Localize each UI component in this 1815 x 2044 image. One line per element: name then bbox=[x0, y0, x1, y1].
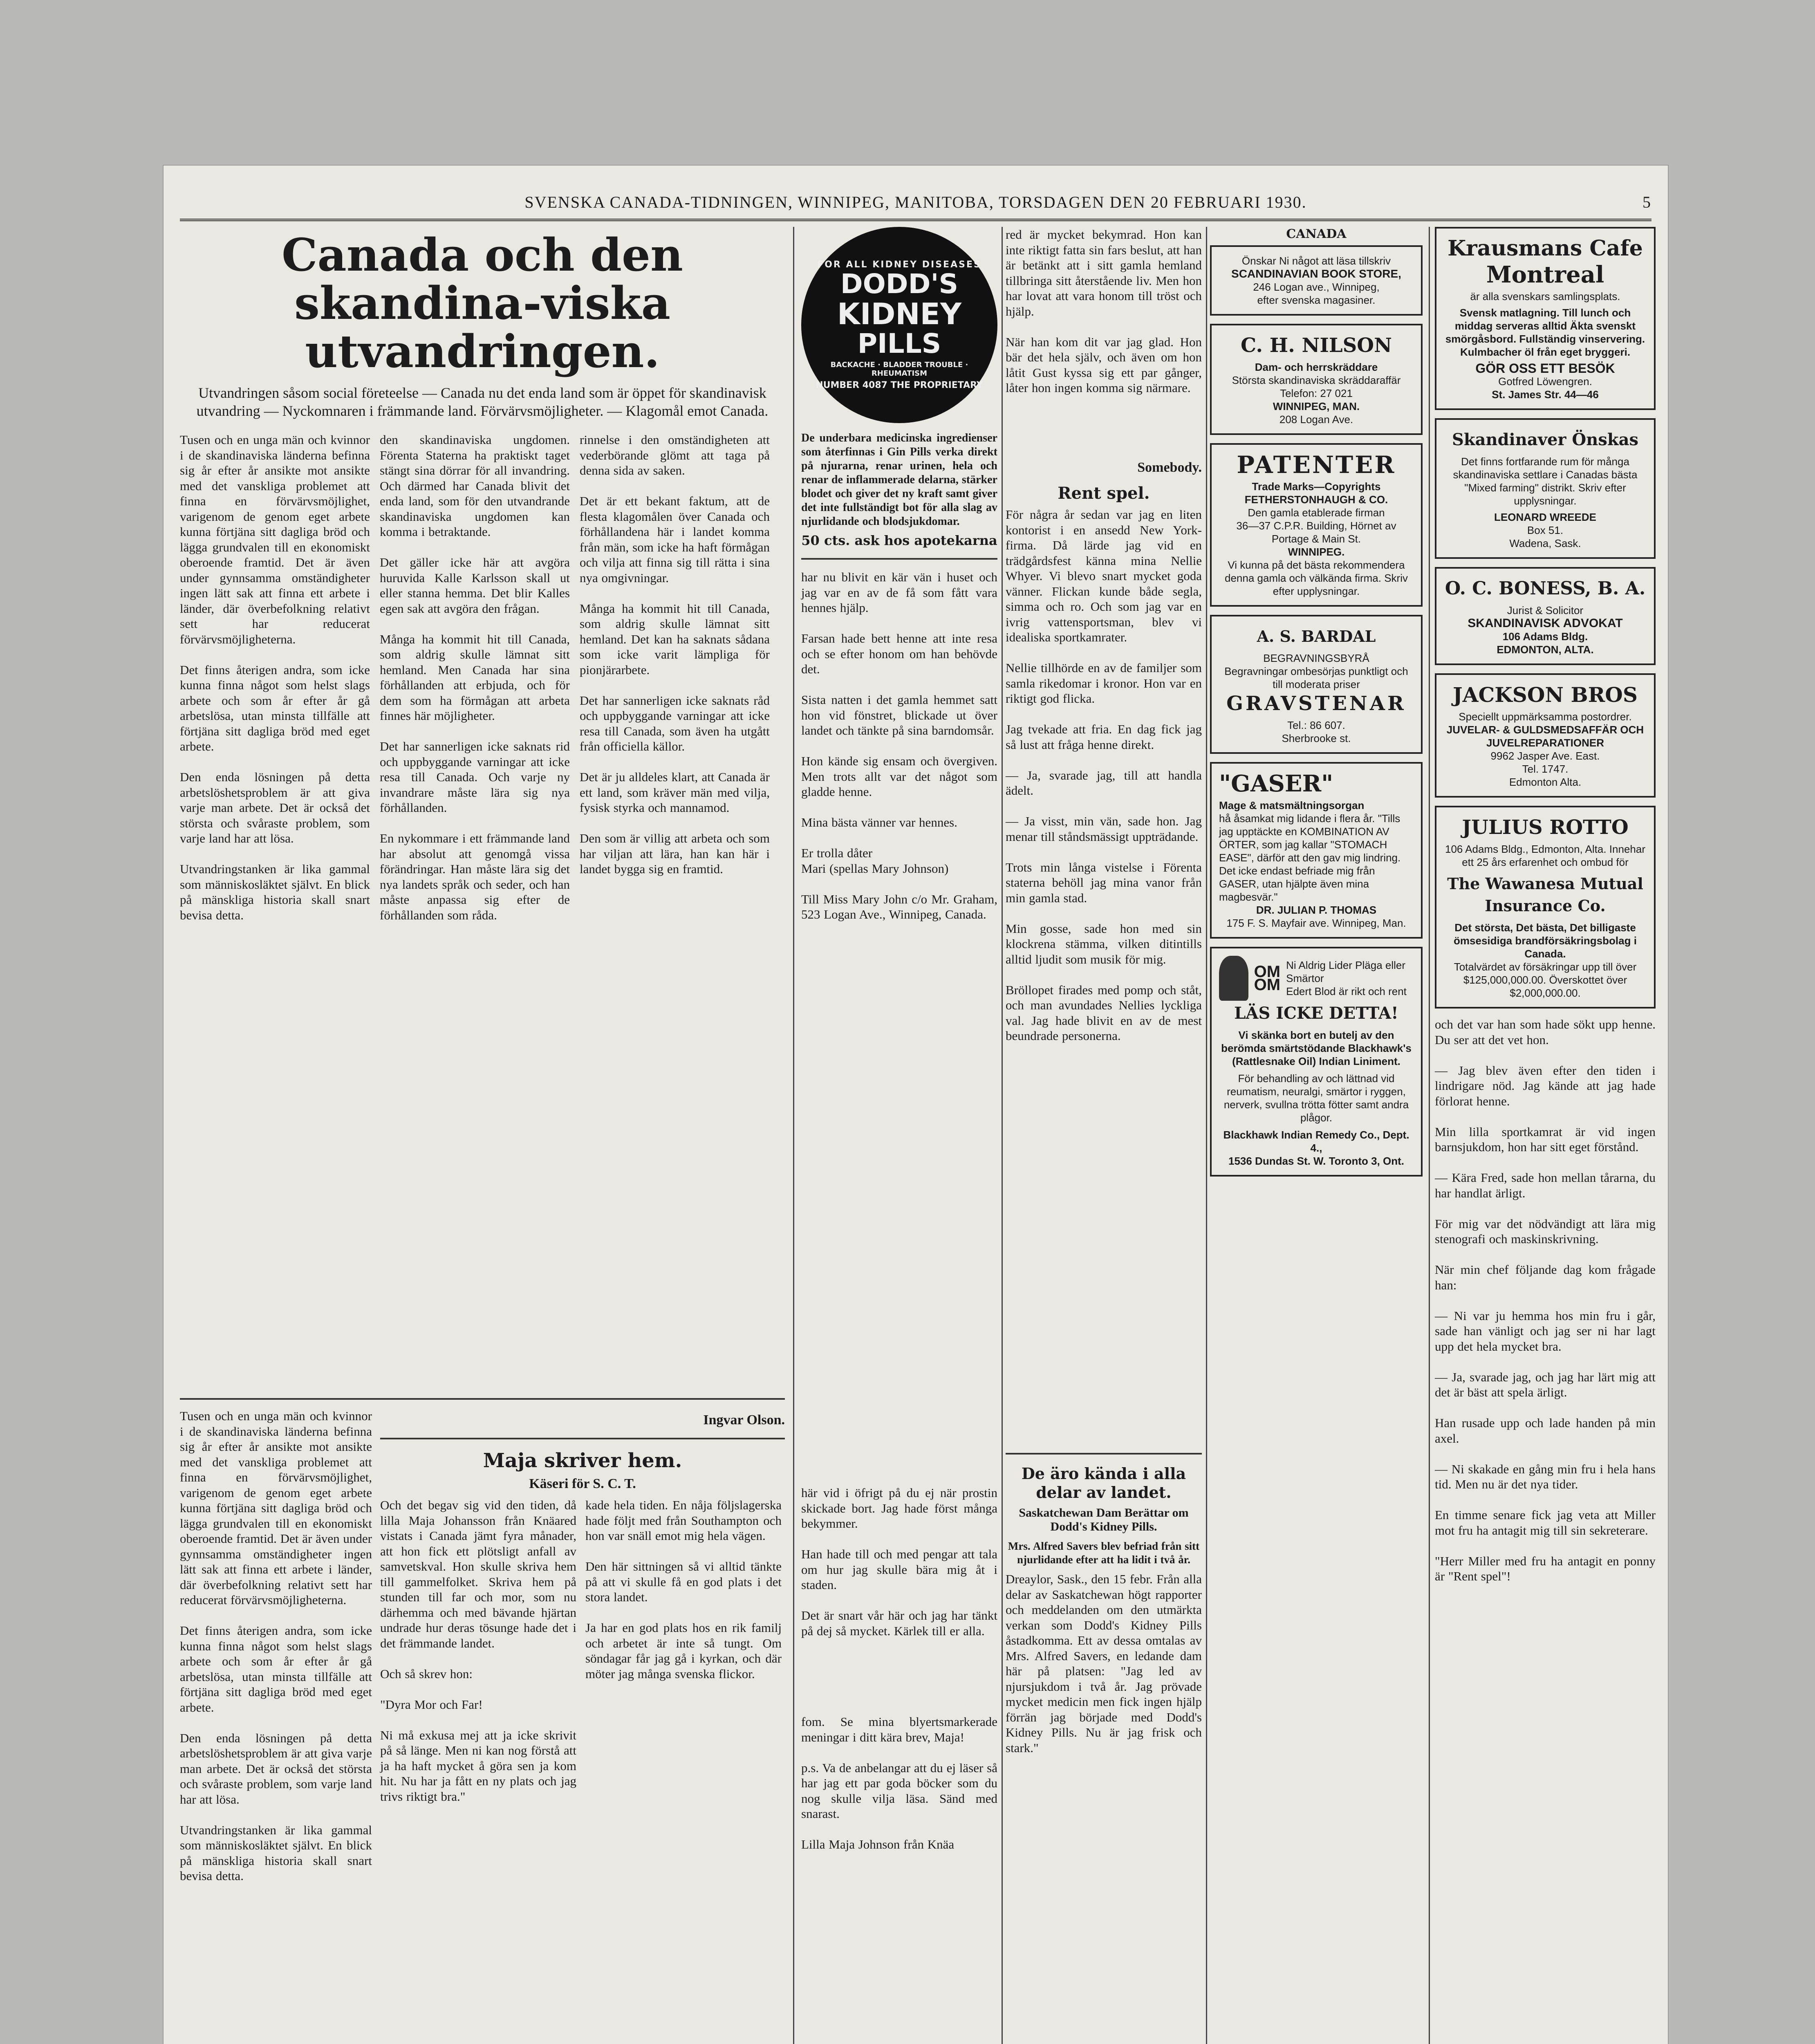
pill-ad-text: De underbara medicinska ingredienser som återfinnas i Gin Pills verka direkt på njurarna, renar urinen, hela och renar de inflammerade delarna, stärker blodet och giver det ny kraft samt giver det inte fullständigt bot för alla slag av njurlidande och blodsjukdomar. bbox=[801, 432, 1001, 528]
masthead-text: SVENSKA CANADA-TIDNINGEN, WINNIPEG, MANITOBA, TORSDAGEN DEN 20 FEBRUARI 1930. bbox=[524, 193, 1307, 211]
jackson-desc: Speciellt uppmärksamma postordrer. bbox=[1459, 710, 1632, 723]
patenter-address: 36—37 C.P.R. Building, Hörnet av Portage & Main St. bbox=[1236, 520, 1396, 545]
divider bbox=[801, 558, 997, 560]
gaser-ad bbox=[1210, 762, 1423, 939]
bookstore-ad bbox=[1210, 245, 1423, 316]
jackson-tel: Tel. 1747. bbox=[1522, 763, 1569, 775]
dodds-pill-box-image bbox=[801, 227, 997, 423]
boness-name: O. C. BONESS, B. A. bbox=[1445, 578, 1646, 599]
gaser-text: hå åsamkat mig lidande i flera år. "Tills jag upptäckte en KOMBINATION AV ÖRTER, som jag kallar "STOMACH EASE", därför att den gav mig lindring. Det icke endast befriade mig från GASER, utan hjälpte även mina magbesvär." bbox=[1219, 812, 1401, 903]
nilson-phone: Telefon: 27 021 bbox=[1280, 387, 1353, 399]
pill-ring-text: FOR ALL KIDNEY DISEASES bbox=[817, 260, 981, 270]
rotto-text3: Totalvärdet av försäkringar upp till över $125,000,000.00. Överskottet över $2,000,000.00. bbox=[1454, 961, 1637, 999]
pill-number: NUMBER 4087 THE PROPRIETARY bbox=[816, 380, 983, 390]
pill-slogan: BACKACHE · BLADDER TROUBLE · RHEUMATISM bbox=[830, 361, 968, 378]
testimonial-lead: Mrs. Alfred Savers blev befriad från sitt njurlidande efter att ha lidit i två år. bbox=[1008, 1540, 1203, 1566]
column-5 bbox=[1006, 227, 1206, 2044]
indian-head-icon bbox=[1219, 956, 1248, 1001]
story-continued: och det var han som hade sökt upp henne. Du ser att det vet hon. — Jag blev även efter den tiden i lindrigare nöd. Jag kände att jag hade förlorat henne. Min lilla sportkamrat är vid ingen barnsjukdom, hon har sitt eget förstånd. — Kära Fred, sade hon mellan tårarna, du har handlat ärligt. För mig var det nödvändigt att lära mig stenografi och maskinskrivning. När min chef följande dag kom frågade han: — Ni var ju hemma hos min fru i går, sade han vänligt och jag ser ni har lagt upp det hela mycket bra. — Ja, svarade jag, och jag har lärt mig att det är bäst att spela ärligt. Han rusade upp och lade handen på min axel. — Ni skakade en gång min fru i hela hans tid. Men nu är det nya tider. En timme senare fick jag veta att Miller mot fru ha antagit mig till sin sekreterare. "Herr Miller med fru ha antagit en ponny är "Rent spel"! bbox=[1435, 1017, 1656, 1583]
bookstore-name: SCANDINAVIAN BOOK STORE, bbox=[1231, 267, 1401, 280]
patenter-ad bbox=[1210, 443, 1423, 607]
article-column-3: rinnelse i den omständigheten att vederbörande glömt att taga på denna sida av saken. Det är ett bekant faktum, att de flesta klagomålen över Canada och förhållandena här i landet komma från män, som icke ha haft förmågan och vilja att finna sig till rätta i sina nya omgivningar. Många ha kommit hit till Canada, som aldrig skulle lämnat sitt hemland. Det kan ha saknats sådana som icke varit lämpliga för pionjärarbete. Det har sannerligen icke saknats råd och uppbyggande varningar att icke resa till Canada, som även ha utgått från officiella källor. Det är ju alldeles klart, att Canada är ett land, som kräver män med vilja, fysisk styrka och mannamod. Den som är villig att arbeta och som har viljan att lära, han kan här i landet bygga sig en framtid. bbox=[580, 433, 770, 876]
blackhawk-head2: OM bbox=[1254, 976, 1281, 994]
nilson-city: WINNIPEG, MAN. bbox=[1273, 400, 1360, 412]
testimonial-text: Dreaylor, Sask., den 15 febr. Från alla delar av Saskatchewan högt rapporter och meddelanden om den utmärkta verkan som Dodd's Kidney Pills åstadkomma. Ett av dessa omtalas av Mrs. Alfred Savers, en ledande dam här på platsen: "Jag led av njursjukdom i två år. Jag prövade mycket medicin men fick ingen hjälp förrän jag började med Dodd's Kidney Pills. Nu är jag frisk och stark." bbox=[1006, 1572, 1206, 1755]
rotto-ad bbox=[1435, 806, 1656, 1009]
maja-column-3: här vid i öfrigt på du ej när prostin skickade bort. Jag hade först många bekymmer. Han hade till och med pengar att tala om hur jag skulle bära mig åt i staden. Det är snart vår här och jag har tänkt på dej så mycket. Kärlek till er alla. bbox=[801, 1486, 997, 1638]
krausmans-name: Krausmans Cafe bbox=[1448, 236, 1643, 261]
krausmans-text: är alla svenskars samlingsplats. bbox=[1470, 290, 1620, 303]
article-column-2: den skandinaviska ungdomen. Förenta Staterna ha praktiskt taget stängt sina dörrar för all invandring. Och därmed har Canada blivit det enda land, som för den utvandrande skandinaviska ungdomen kan komma i betraktande. Det gäller icke här att avgöra huruvida Kalle Karlsson skall ut eller stanna hemma. Det blir Kalles egen sak att avgöra den frågan. Många ha kommit hit till Canada, som aldrig skulle lämnat sitt hemland. Men Canada har sina förhållanden att erbjuda, och för dem som ha förmågan att arbeta finnes här möjligheter. Det har sannerligen icke saknats rid och uppbyggande varningar att icke resa till Canada. Och varje ny invandrare måste lära sig nya förhållanden. En nykommare i ett främmande land har absolut att genomgå vissa förändringar. Han måste lära sig det nya landets språk och seder, och han måste anpassa sig efter de förhållanden som råda. bbox=[380, 433, 570, 922]
blackhawk-line2: Edert Blod är rikt och rent bbox=[1286, 985, 1407, 997]
column-7 bbox=[1435, 227, 1656, 2044]
maja-column-1: Och det begav sig vid den tiden, då lilla Maja Johansson från Knäared vistats i Canada jämt fyra månader, att hon fick ett plötsligt anfall av samvetskval. Hon skulle skriva hem till gammelfolket. Skriva hem på stunden till far och mor, som nu därhemma och med bävande hjärtan undrade hur deras tösunge hade det i det främmande landet. Och så skrev hon: "Dyra Mor och Far! Ni må exkusa mej att ja icke skrivit på så länge. Men ni kan nog förstå att ja ha haft mycket å göra sen ja kom hit. Nu har ja fått en ny plats och jag trivs riktigt bra." bbox=[380, 1498, 576, 1804]
onskas-name: LEONARD WREEDE bbox=[1494, 511, 1596, 523]
testimonial-subtitle: Saskatchewan Dam Berättar om Dodd's Kidney Pills. bbox=[1019, 1506, 1189, 1533]
patenter-sub: Trade Marks—Copyrights bbox=[1252, 480, 1381, 493]
boness-title: Jurist & Solicitor bbox=[1507, 604, 1584, 616]
serial-byline: Somebody. bbox=[1137, 460, 1202, 475]
column-rule bbox=[1002, 227, 1003, 2044]
bardal-name: A. S. BARDAL bbox=[1257, 627, 1376, 645]
column-6 bbox=[1210, 227, 1423, 2044]
jackson-ad bbox=[1435, 673, 1656, 798]
maja-story bbox=[380, 1408, 785, 2044]
patenter-city: WINNIPEG. bbox=[1288, 546, 1345, 558]
bardal-stones: GRAVSTENAR bbox=[1226, 692, 1406, 715]
blackhawk-call: LÄS ICKE DETTA! bbox=[1234, 1004, 1398, 1023]
boness-desc: SKANDINAVISK ADVOKAT bbox=[1468, 616, 1623, 630]
pill-brand-line1: DODD'S bbox=[840, 268, 959, 300]
onskas-ad bbox=[1435, 418, 1656, 559]
patenter-name: PATENTER bbox=[1237, 451, 1396, 479]
maja-title: Maja skriver hem. bbox=[483, 1449, 682, 1472]
nilson-ad bbox=[1210, 324, 1423, 435]
masthead bbox=[180, 190, 1651, 221]
rotto-company: The Wawanesa Mutual Insurance Co. bbox=[1447, 874, 1643, 915]
gaser-address: 175 F. S. Mayfair ave. Winnipeg, Man. bbox=[1226, 917, 1406, 929]
gaser-name: "GASER" bbox=[1219, 770, 1333, 797]
article-continuation bbox=[180, 1408, 372, 2044]
boness-city: EDMONTON, ALTA. bbox=[1497, 643, 1594, 656]
testimonial-title: De äro kända i alla delar av landet. bbox=[1021, 1464, 1186, 1502]
serial-column-a: För några år sedan var jag en liten kontorist i en ansedd New York-firma. Då lärde jag vid en trädgårdsfest känna mina Nellie Whyer. Vi blevo snart mycket goda vänner. Flickan kunde både segla, simma och ro. Och som jag var en ivrig vattensportsman, blev vi idealiska sportkamrater. Nellie tillhörde en av de familjer som samla rikedomar i kronor. Hon var en riktigt god flicka. Jag tvekade att fria. En dag fick jag så lust att fråga henne direkt. — Ja, svarade jag, till att handla ädelt. — Ja visst, min vän, sade hon. Jag menar till ståndsmässigt uppträdande. Trots min långa vistelse i Förenta staterna behöll jag mina vanor från min gamla stad. Min gosse, sade hon med sin klockrena stämma, vilken ditintills alltid ljudit som musik för mig. Bröllopet firades med pomp och ståt, och man avundades Nellies lyckliga val. Jag hade blivit en av de mest beundrade personerna. bbox=[1006, 507, 1202, 1043]
blackhawk-text2: För behandling av och lättnad vid reumatism, neuralgi, smärtor i ryggen, nerverk, svullna trötta fötter samt andra plågor. bbox=[1223, 1072, 1409, 1124]
rotto-text: 106 Adams Bldg., Edmonton, Alta. Innehar ett 25 års erfarenhet och ombud för bbox=[1445, 843, 1645, 868]
pill-brand-line3: PILLS bbox=[857, 328, 941, 359]
jackson-desc2: JUVELAR- & GULDSMEDSAFFÄR OCH JUVELREPARATIONER bbox=[1446, 724, 1644, 749]
krausmans-address: St. James Str. 44—46 bbox=[1492, 388, 1599, 401]
column-rule bbox=[1429, 227, 1430, 2044]
main-article bbox=[180, 227, 785, 1404]
jackson-address: 9962 Jasper Ave. East. bbox=[1490, 750, 1600, 762]
bookstore-note: efter svenska magasiner. bbox=[1257, 294, 1376, 306]
blackhawk-address: 1536 Dundas St. W. Toronto 3, Ont. bbox=[1228, 1155, 1404, 1167]
column-rule bbox=[1206, 227, 1207, 2044]
krausmans-call: GÖR OSS ETT BESÖK bbox=[1475, 361, 1615, 376]
maja-column-2: kade hela tiden. En nåja följslagerska hade följt med från Southampton och hon var snäll emot mig hela vägen. Den här sittningen så vi alltid tänkte på att vi skulle få en god plats i det stora landet. Ja har en god plats hos en rik familj och arbetet är inte så tungt. Om söndagar får jag gå i kyrkan, och där möter jag många svenska flickor. bbox=[585, 1498, 782, 1681]
article-subtitle: Utvandringen såsom social företeelse — Canada nu det enda land som är öppet för skandinavisk utvandring — Nyckomnaren i främmande land. Förvärvsmöjligheter. — Klagomål emot Canada. bbox=[196, 385, 769, 419]
serial-intro: red är mycket bekymrad. Hon kan inte riktigt fatta sin fars beslut, att han är betänkt att i sitt gamla hemland tillbringa sitt återstående liv. Men hon har lovat att vara honom till tröst och hjälp. När han kom dit var jag glad. Hon bär det hela själv, och även om hon låtit Gust kyssa sig ett par gånger, låter hon ingen komma sig närmare. bbox=[1006, 227, 1202, 395]
krausmans-ad bbox=[1435, 227, 1656, 410]
pill-price: 50 cts. ask hos apotekarna bbox=[801, 533, 997, 548]
serial-column-d: fom. Se mina blyertsmarkerade meningar i ditt kära brev, Maja! p.s. Va de anbelangar att du ej läser så har jag ett par goda böcker som du nog skulle vilja läsa. Sänd med snarast. Lilla Maja Johnson från Knäa bbox=[801, 1715, 997, 1851]
serial-column-b: har nu blivit en kär vän i huset och jag var en av de få som fått vara hennes hjälp. Farsan hade bett henne att inte resa och se efter honom om han behövde det. Sista natten i det gamla hemmet satt hon vid fönstret, blickade ut över landet och tänkte på sina barndomsår. Hon kände sig ensam och övergiven. Men trots allt var det något som gladde henne. Mina bästa vänner var hennes. Er trolla dåter Mari (spellas Mary Johnson) Till Miss Mary John c/o Mr. Graham, 523 Logan Ave., Winnipeg, Canada. bbox=[801, 570, 997, 921]
column-rule bbox=[793, 227, 794, 2044]
bardal-address: Sherbrooke st. bbox=[1282, 732, 1351, 744]
nilson-address: 208 Logan Ave. bbox=[1279, 413, 1353, 426]
boness-ad bbox=[1435, 567, 1656, 665]
patenter-desc: Den gamla etablerade firman bbox=[1248, 507, 1385, 519]
serial-title: Rent spel. bbox=[1058, 484, 1150, 503]
divider bbox=[380, 1438, 785, 1439]
nilson-desc: Dam- och herrskräddare bbox=[1255, 361, 1378, 373]
blackhawk-text: Vi skänka bort en butelj av den berömda smärtstödande Blackhawk's (Rattlesnake Oil) Indian Liniment. bbox=[1221, 1029, 1412, 1067]
gaser-sub: Mage & matsmältningsorgan bbox=[1219, 799, 1365, 811]
article-byline: Ingvar Olson. bbox=[703, 1412, 785, 1428]
divider bbox=[1006, 1453, 1202, 1455]
onskas-title: Skandinaver Önskas bbox=[1452, 430, 1639, 449]
krausmans-city: Montreal bbox=[1486, 261, 1604, 288]
onskas-text: Det finns fortfarande rum för många skandinaviska settlare i Canadas bästa "Mixed farming" distrikt. Skriv efter upplysningar. bbox=[1453, 455, 1638, 507]
blackhawk-company: Blackhawk Indian Remedy Co., Dept. 4., bbox=[1223, 1129, 1409, 1154]
article-column-1-continued: Tusen och en unga män och kvinnor i de skandinaviska länderna befinna sig år efter år ansikte mot ansikte med det vanskliga problemet att finna en förvärvsmöjlighet, varigenom de genom eget arbete kunna förtjäna sitt dagliga bröd och lägga grundvalen till en ekonomiskt oberoende framtid. Det är även under gynnsamma omständigheter ingen lätt sak att finna ett arbete i länder, där överbefolkning relativt sett har reducerat förvärvsmöjligheterna. Det finns återigen andra, som icke kunna finna något som helst slags arbete och som år efter år gå arbetslösa, utan minsta tillfälle att förtjäna sitt dagliga bröd med eget arbete. Den enda lösningen på detta arbetslöshetsproblem är att giva varje man arbete. Det är också det största och svåraste problem, som varje land har att lösa. Utvandringstanken är lika gammal som människosläktet självt. En blick på mänskliga historia skall snart bevisa detta. bbox=[180, 1409, 372, 1883]
bardal-tel: Tel.: 86 607. bbox=[1287, 719, 1345, 731]
bardal-text: Begravningar ombesörjas punktligt och till moderata priser bbox=[1224, 665, 1408, 690]
bookstore-address: 246 Logan ave., Winnipeg, bbox=[1253, 281, 1380, 293]
bardal-ad bbox=[1210, 615, 1423, 754]
newspaper-page bbox=[164, 166, 1668, 2044]
bookstore-lead: Önskar Ni något att läsa tillskriv bbox=[1241, 255, 1391, 267]
patenter-text: Vi kunna på det bästa rekommendera denna gamla och välkända firma. Skriv efter upplysningar. bbox=[1224, 559, 1408, 597]
gaser-doctor: DR. JULIAN P. THOMAS bbox=[1256, 904, 1377, 916]
krausmans-owner: Gotfred Löwengren. bbox=[1498, 375, 1592, 388]
blackhawk-line: Ni Aldrig Lider Pläga eller Smärtor bbox=[1286, 959, 1406, 984]
maja-subtitle: Käseri för S. C. T. bbox=[529, 1476, 636, 1491]
krausmans-text2: Svensk matlagning. Till lunch och middag serveras alltid Äkta svenskt smörgåsbord. Fullständig vinservering. Kulmbacher öl från eget bryggeri. bbox=[1445, 307, 1645, 358]
bardal-desc: BEGRAVNINGSBYRÅ bbox=[1263, 652, 1369, 664]
nilson-name: C. H. NILSON bbox=[1241, 334, 1392, 357]
jackson-name: JACKSON BROS bbox=[1453, 683, 1638, 707]
patenter-firm: FETHERSTONHAUGH & CO. bbox=[1244, 493, 1388, 506]
rotto-name: JULIUS ROTTO bbox=[1462, 816, 1629, 839]
article-headline: Canada och den skandina-viska utvandringen. bbox=[281, 229, 683, 378]
blackhawk-head1: OM bbox=[1254, 963, 1281, 981]
boness-address: 106 Adams Bldg. bbox=[1502, 630, 1588, 643]
jackson-city: Edmonton Alta. bbox=[1509, 776, 1582, 788]
column-head: CANADA bbox=[1286, 227, 1347, 241]
blackhawk-ad bbox=[1210, 947, 1423, 1177]
horizontal-rule bbox=[180, 1398, 785, 1400]
pill-brand-line2: KIDNEY bbox=[837, 297, 961, 331]
onskas-city: Wadena, Sask. bbox=[1509, 537, 1581, 549]
onskas-address: Box 51. bbox=[1527, 524, 1564, 536]
article-column-1: Tusen och en unga män och kvinnor i de skandinaviska länderna befinna sig år efter år ansikte mot ansikte med det vanskliga problemet att finna en förvärvsmöjlighet, varigenom de genom eget arbete kunna förtjäna sitt dagliga bröd och lägga grundvalen till en ekonomiskt oberoende framtid. Det är även under gynnsamma omständigheter ingen lätt sak att finna ett arbete i länder, där överbefolkning relativt sett har reducerat förvärvsmöjligheterna. Det finns återigen andra, som icke kunna finna något som helst slags arbete och som år efter år gå arbetslösa, utan minsta tillfälle att förtjäna sitt dagliga bröd med eget arbete. Den enda lösningen på detta arbetslöshetsproblem är att giva varje man arbete. Det är också det största och svåraste problem, som varje land har att lösa. Utvandringstanken är lika gammal som människosläktet självt. En blick på mänskliga historia skall snart bevisa detta. bbox=[180, 433, 370, 922]
page-number: 5 bbox=[1642, 193, 1651, 211]
column-4 bbox=[801, 227, 1001, 2044]
nilson-desc2: Största skandinaviska skräddaraffär bbox=[1232, 374, 1401, 386]
rotto-text2: Det största, Det bästa, Det billigaste ömsesidiga brandförsäkringsbolag i Canada. bbox=[1454, 921, 1637, 960]
